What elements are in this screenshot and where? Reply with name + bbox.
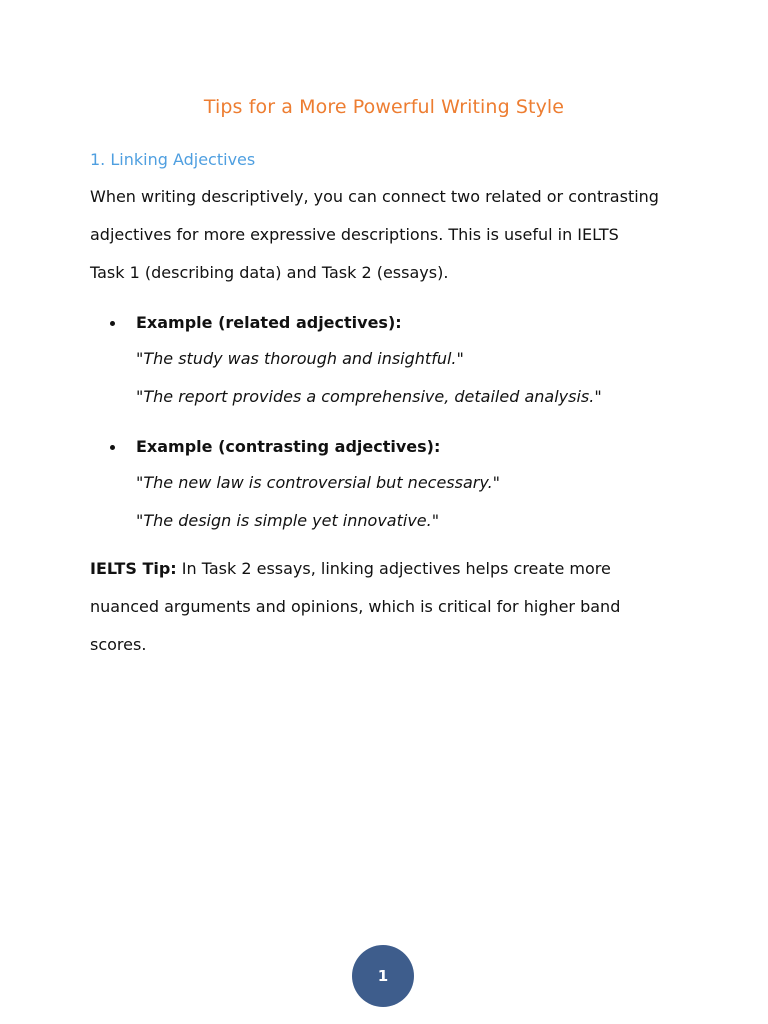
intro-line: Task 1 (describing data) and Task 2 (essays). <box>90 263 449 282</box>
example-quote: "The study was thorough and insightful." <box>136 349 464 368</box>
document-title: Tips for a More Powerful Writing Style <box>203 96 565 118</box>
bullet-icon <box>110 321 115 326</box>
intro-line: adjectives for more expressive descriptions. This is useful in IELTS <box>90 225 619 244</box>
page-number-badge: 1 <box>352 945 414 1007</box>
intro-paragraph <box>90 178 690 292</box>
example-label: Example (related adjectives): <box>136 313 402 332</box>
tip-text: In Task 2 essays, linking adjectives helps create more <box>176 559 611 578</box>
example-quote: "The report provides a comprehensive, detailed analysis." <box>136 387 602 406</box>
tip-label: IELTS Tip: <box>90 559 177 578</box>
bullet-icon <box>110 445 115 450</box>
example-quote: "The new law is controversial but necessary." <box>136 473 501 492</box>
tip-line: nuanced arguments and opinions, which is critical for higher band <box>90 597 621 616</box>
intro-line: When writing descriptively, you can connect two related or contrasting <box>90 187 659 206</box>
example-quote: "The design is simple yet innovative." <box>136 511 440 530</box>
example-label: Example (contrasting adjectives): <box>136 437 441 456</box>
ielts-tip-paragraph <box>90 550 690 664</box>
example-related <box>110 310 710 406</box>
example-contrasting <box>110 434 710 530</box>
section-heading: 1. Linking Adjectives <box>90 150 256 169</box>
tip-line: scores. <box>90 635 147 654</box>
